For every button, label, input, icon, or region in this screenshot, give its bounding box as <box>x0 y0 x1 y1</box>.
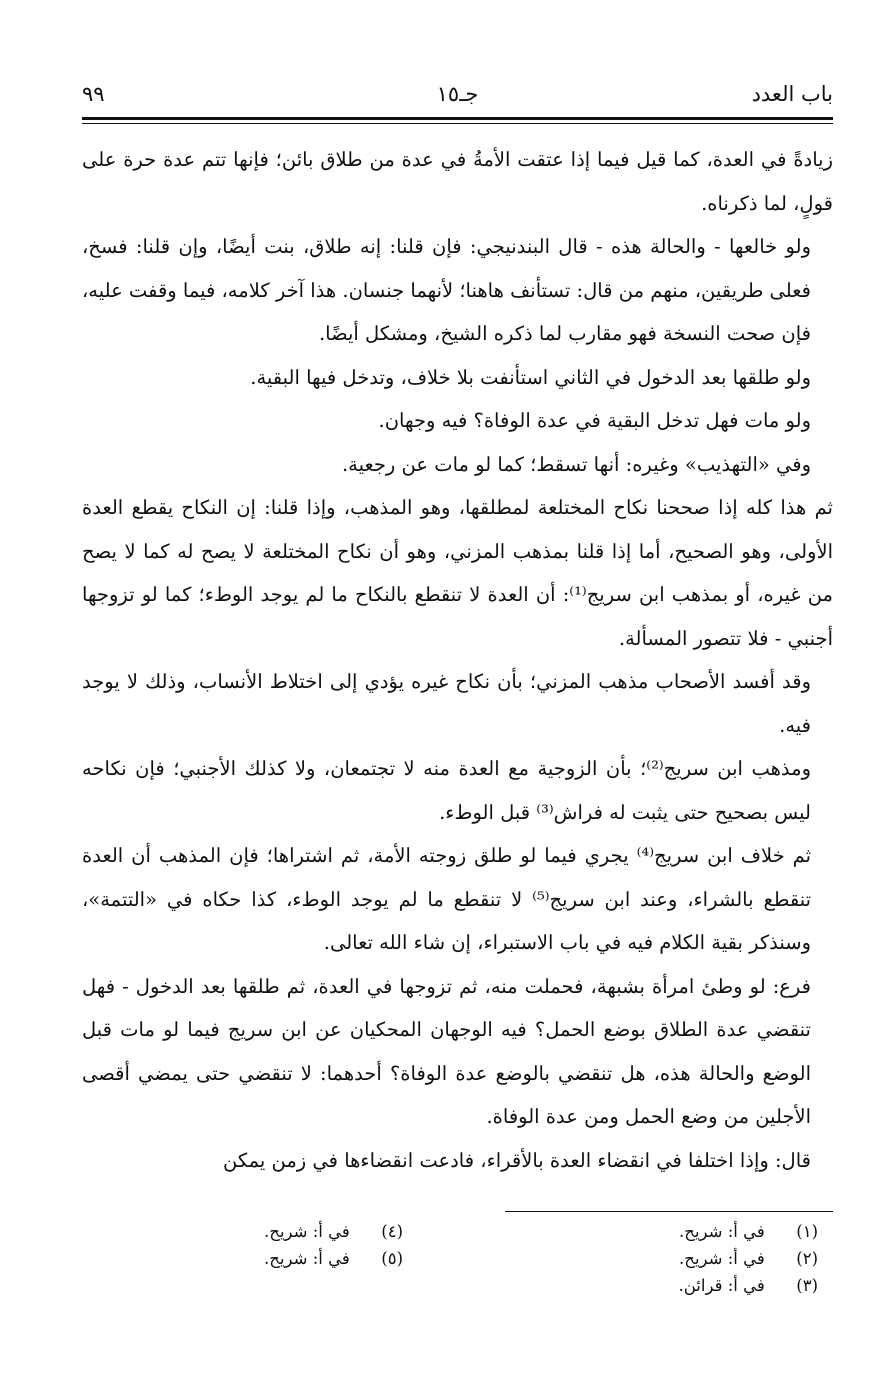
paragraph: ولو مات فهل تدخل البقية في عدة الوفاة؟ فيه وجهان. <box>378 409 811 432</box>
footnote-text: في أ: شريح. <box>679 1222 765 1241</box>
footnote-number: (٤) <box>381 1222 403 1241</box>
footnote <box>518 1272 818 1299</box>
paragraph: فرع: لو وطئ امرأة بشبهة، فحملت منه، ثم تزوجها في العدة، ثم طلقها بعد الدخول - فهل تنقضي عدة الطلاق بوضع الحمل؟ فيه الوجهان المحكيان عن ابن سريج فيما لو مات قبل الوضع والحالة هذه، هل تنقضي بالوضع عدة الوفاة؟ أحدهما: لا تنقضي حتى يمضي أقصى الأجلين من وضع الحمل ومن عدة الوفاة. <box>82 974 811 1128</box>
paragraph: ثم هذا كله إذا صححنا نكاح المختلعة لمطلقها، وهو المذهب، وإذا قلنا: إن النكاح يقطع العدة الأولى، وهو الصحيح، أما إذا قلنا بمذهب المزني، وهو أن نكاح المختلعة لا يصح له كما لا يصح من غيره، أو بمذهب ابن سريج⁽¹⁾: أن العدة لا تنقطع بالنكاح ما لم يوجد الوطء؛ كما لو تزوجها أجنبي - فلا تتصور المسألة. <box>82 496 833 650</box>
header-rule-thick <box>82 117 833 120</box>
footnote-column-right <box>518 1218 818 1299</box>
paragraph: وقد أفسد الأصحاب مذهب المزني؛ بأن نكاح غيره يؤدي إلى اختلاط الأنساب، وذلك لا يوجد فيه. <box>82 670 811 737</box>
page-number: ٩٩ <box>82 82 105 106</box>
paragraph: ومذهب ابن سريج⁽²⁾؛ بأن الزوجية مع العدة منه لا تجتمعان، ولا كذلك الأجنبي؛ فإن نكاحه ليس بصحيح حتى يثبت له فراش⁽³⁾ قبل الوطء. <box>82 757 811 824</box>
body-text <box>82 138 833 1182</box>
volume-label: جـ١٥ <box>436 82 479 106</box>
paragraph: ولو خالعها - والحالة هذه - قال البندنيجي: فإن قلنا: إنه طلاق، بنت أيضًا، وإن قلنا: فسخ، فعلى طريقين، منهم من قال: تستأنف هاهنا؛ لأنهما جنسان. هذا آخر كلامه، فيما وقفت عليه، فإن صحت النسخة فهو مقارب لما ذكره الشيخ، ومشكل أيضًا. <box>82 235 811 345</box>
footnote-number: (٥) <box>381 1249 403 1268</box>
paragraph: قال: وإذا اختلفا في انقضاء العدة بالأقراء، فادعت انقضاءها في زمن يمكن <box>223 1148 811 1172</box>
paragraph: وفي «التهذيب» وغيره: أنها تسقط؛ كما لو مات عن رجعية. <box>341 452 811 476</box>
footnote-text: في أ: شريح. <box>264 1249 350 1268</box>
footnote-number: (٣) <box>796 1276 818 1295</box>
page-header <box>82 82 833 118</box>
paragraph: ثم خلاف ابن سريج⁽⁴⁾ يجري فيما لو طلق زوجته الأمة، ثم اشتراها؛ فإن المذهب أن العدة تنقطع بالشراء، وعند ابن سريج⁽⁵⁾ لا تنقطع ما لم يوجد الوطء، كذا حكاه في «التتمة»، وسنذكر بقية الكلام فيه في باب الاستبراء، إن شاء الله تعالى. <box>82 844 811 954</box>
footnote <box>518 1245 818 1272</box>
footnote-text: في أ: قرائن. <box>678 1276 765 1295</box>
footnote-column-left <box>103 1218 403 1272</box>
paragraph: زيادةً في العدة، كما قيل فيما إذا عتقت الأمةُ في عدة من طلاق بائن؛ فإنها تتم عدة حرة على قولٍ، لما ذكرناه. <box>82 148 833 215</box>
header-rule-thin <box>82 123 833 124</box>
footnote <box>518 1218 818 1245</box>
footnote <box>103 1218 403 1245</box>
footnote-text: في أ: شريح. <box>264 1222 350 1241</box>
chapter-title: باب العدد <box>751 82 833 106</box>
footnote-separator <box>505 1211 833 1212</box>
footnote-text: في أ: شريح. <box>679 1249 765 1268</box>
footnote-number: (٢) <box>796 1249 818 1268</box>
footnote-number: (١) <box>796 1222 818 1241</box>
footnote <box>103 1245 403 1272</box>
paragraph: ولو طلقها بعد الدخول في الثاني استأنفت بلا خلاف، وتدخل فيها البقية. <box>250 365 811 389</box>
